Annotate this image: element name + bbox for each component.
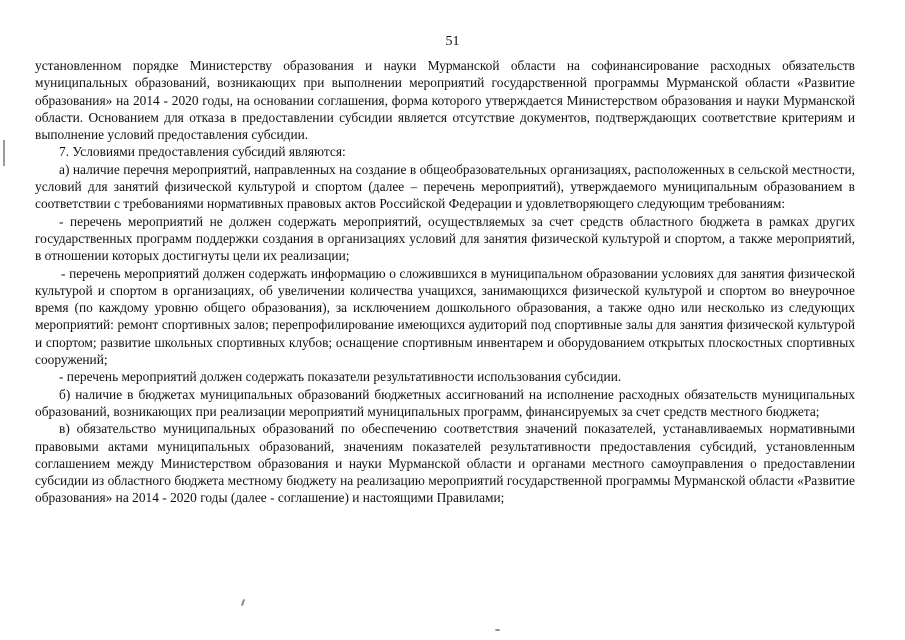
paragraph-condition-v: в) обязательство муниципальных образований по обеспечению соответствия значений показателей, устанавливаемых нормативными правовыми актами муниципальных образований, значениям показателей результативности предоставления субсидий, установленным соглашением между Министерством образования и науки Мурманской области и органами местного самоуправления о предоставлении субсидии из областного бюджета местному бюджету на реализацию мероприятий государственной программы Мурманской области «Развитие образования» на 2014 - 2020 годы (далее - соглашение) и настоящими Правилами;	[35, 421, 855, 506]
scan-margin-mark	[3, 140, 5, 166]
paragraph-condition-b: б) наличие в бюджетах муниципальных образований бюджетных ассигнований на исполнение расходных обязательств муниципальных образований, возникающих при реализации мероприятий муниципальных программ, финансируемых за счет средств местного бюджета;	[35, 386, 855, 419]
paragraph-condition-a: а) наличие перечня мероприятий, направленных на создание в общеобразовательных организациях, расположенных в сельской местности, условий для занятий физической культурой и спортом (далее – перечень мероприятий), утверждаемого муниципальным образованием в соответствии с требованиями нормативных правовых актов Российской Федерации и удовлетворяющего следующим требованиям:	[35, 161, 855, 212]
scan-speck	[241, 599, 245, 606]
page-number: 51	[445, 34, 460, 49]
paragraph-requirement-2: - перечень мероприятий должен содержать информацию о сложившихся в муниципальном образовании условиях для занятия физической культурой и спортом в организациях, об увеличении количества учащихся, занимающихся физической культурой и спортом во внеурочное время (по каждому уровню общего образования), за исключением дошкольного образования, а также одно или несколько из следующих мероприятий: ремонт спортивных залов; перепрофилирование имеющихся аудиторий под спортивные залы для занятия физической культурой и спортом; развитие школьных спортивных клубов; оснащение спортивным инвентарем и оборудованием открытых плоскостных спортивных сооружений;	[35, 265, 855, 368]
paragraph-item-7-heading: 7. Условиями предоставления субсидий являются:	[59, 144, 346, 160]
paragraph-continuation: установленном порядке Министерству образования и науки Мурманской области на софинансирование расходных обязательств муниципальных образований, возникающих при выполнении мероприятий государственной программы Мурманской области «Развитие образования» на 2014 - 2020 годы, на основании соглашения, форма которого утверждается Министерством образования и науки Мурманской области. Основанием для отказа в предоставлении субсидии является отсутствие документов, подтверждающих соответствие критериям и выполнение условий предоставления субсидии.	[35, 58, 855, 143]
paragraph-requirement-1: - перечень мероприятий не должен содержать мероприятий, осуществляемых за счет средств областного бюджета в рамках других государственных программ поддержки создания в организациях условий для занятия физической культурой и спортом, а также мероприятий, в отношении которых достигнуты цели их реализации;	[35, 213, 855, 264]
scan-speck	[495, 629, 500, 631]
document-body	[35, 57, 855, 507]
paragraph-requirement-3: - перечень мероприятий должен содержать показатели результативности использования субсидии.	[59, 369, 622, 385]
